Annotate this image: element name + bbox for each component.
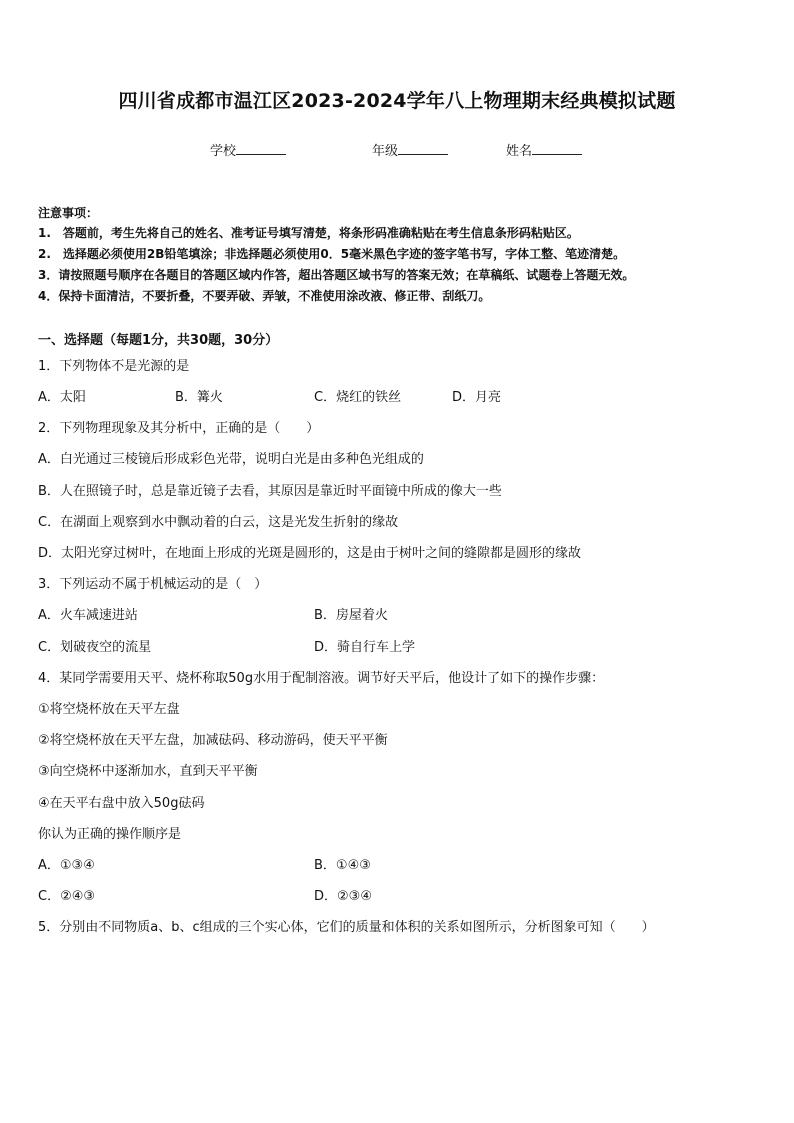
school-field	[210, 140, 286, 159]
grade-blank	[398, 140, 448, 155]
notice-item-4: 4．保持卡面清洁，不要折叠，不要弄破、弄皱，不准使用涂改液、修正带、刮纸刀。	[38, 289, 491, 303]
name-label: 姓名	[506, 144, 533, 159]
q4-step-3: ③向空烧杯中逐渐加水，直到天平平衡	[38, 764, 258, 779]
q4-prompt: 你认为正确的操作顺序是	[38, 827, 182, 842]
question-1-stem: 1．下列物体不是光源的是	[38, 359, 190, 374]
q4-step-1: ①将空烧杯放在天平左盘	[38, 702, 180, 717]
q4-option-b: B．①④③	[314, 858, 371, 873]
q2-option-c: C．在湖面上观察到水中飘动着的白云，这是光发生折射的缘故	[38, 515, 399, 530]
q2-option-a: A．白光通过三棱镜后形成彩色光带，说明白光是由多种色光组成的	[38, 452, 424, 467]
notice-item-2: 2. 选择题必须使用2B铅笔填涂；非选择题必须使用0．5毫米黑色字迹的签字笔书写，字体工整、笔迹清楚。	[38, 247, 626, 261]
q3-option-c: C．划破夜空的流星	[38, 640, 152, 655]
q4-option-a: A．①③④	[38, 858, 95, 873]
q1-option-d: D．月亮	[452, 390, 502, 405]
q3-option-a: A．火车减速进站	[38, 608, 138, 623]
notice-heading: 注意事项：	[38, 206, 99, 220]
grade-field	[372, 140, 448, 159]
q3-option-b: B．房屋着火	[314, 608, 388, 623]
notice-item-1: 1. 答题前，考生先将自己的姓名、准考证号填写清楚，将条形码准确粘贴在考生信息条形码粘贴区。	[38, 226, 579, 240]
question-2-stem: 2．下列物理现象及其分析中，正确的是（ ）	[38, 421, 320, 436]
school-label: 学校	[210, 144, 237, 159]
q4-option-d: D．②③④	[314, 889, 372, 904]
q4-option-c: C．②④③	[38, 889, 96, 904]
name-blank	[532, 140, 582, 155]
name-field	[506, 140, 582, 159]
q4-step-2: ②将空烧杯放在天平左盘，加减砝码、移动游码，使天平平衡	[38, 733, 388, 748]
question-5-stem: 5．分别由不同物质a、b、c组成的三个实心体，它们的质量和体积的关系如图所示，分析图象可知（ ）	[38, 920, 655, 935]
q3-option-d: D．骑自行车上学	[314, 640, 416, 655]
q2-option-d: D．太阳光穿过树叶，在地面上形成的光斑是圆形的，这是由于树叶之间的缝隙都是圆形的缘故	[38, 546, 582, 561]
q2-option-b: B．人在照镜子时，总是靠近镜子去看，其原因是靠近时平面镜中所成的像大一些	[38, 484, 502, 499]
notice-item-3: 3．请按照题号顺序在各题目的答题区域内作答，超出答题区域书写的答案无效；在草稿纸、试题卷上答题无效。	[38, 268, 635, 282]
q1-option-a: A．太阳	[38, 390, 86, 405]
q1-option-c: C．烧红的铁丝	[314, 390, 402, 405]
q4-step-4: ④在天平右盘中放入50g砝码	[38, 796, 205, 811]
question-3-stem: 3．下列运动不属于机械运动的是（ ）	[38, 577, 268, 592]
exam-title: 四川省成都市温江区2023-2024学年八上物理期末经典模拟试题	[118, 90, 676, 112]
section-heading: 一、选择题（每题1分，共30题，30分）	[38, 333, 279, 348]
q1-option-b: B．篝火	[175, 390, 223, 405]
school-blank	[236, 140, 286, 155]
question-4-stem: 4．某同学需要用天平、烧杯称取50g水用于配制溶液。调节好天平后，他设计了如下的操作步骤：	[38, 671, 605, 686]
grade-label: 年级	[372, 144, 399, 159]
